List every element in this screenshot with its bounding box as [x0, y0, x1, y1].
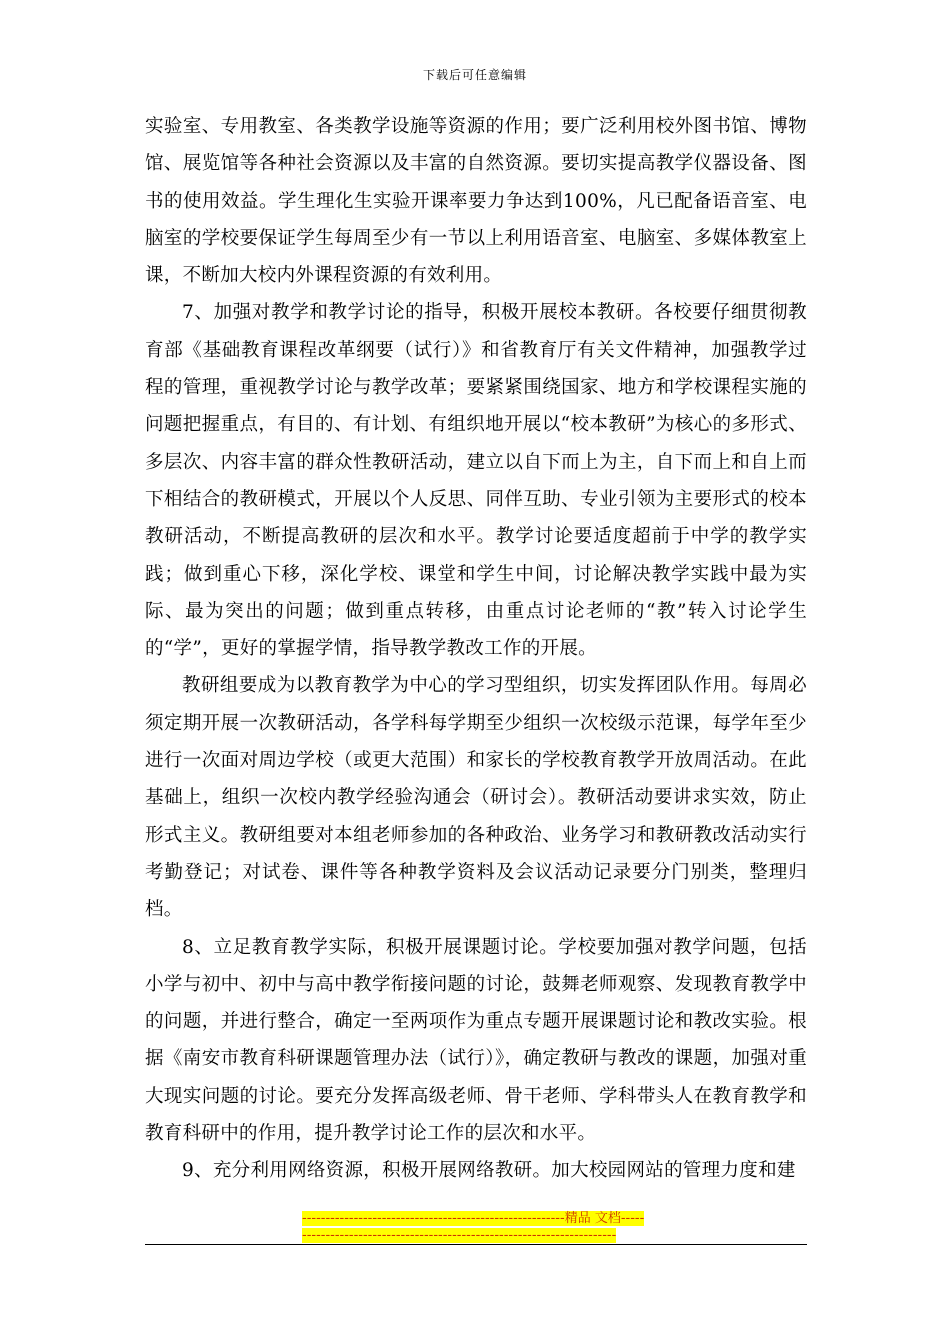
paragraph-5: 9、充分利用网络资源，积极开展网络教研。加大校园网站的管理力度和建	[182, 1160, 796, 1182]
paragraph-3: 教研组要成为以教育教学为中心的学习型组织，切实发挥团队作用。每周必须定期开展一次教研活动，各学科每学期至少组织一次校级示范课，每学年至少进行一次面对周边学校（或更大范围）和家长的学校教育教学开放周活动。在此基础上，组织一次校内教学经验沟通会（研讨会）。教研活动要讲求实效，防止形式主义。教研组要对本组老师参加的各种政治、业务学习和教研教改活动实行考勤登记；对试卷、课件等各种教学资料及会议活动记录要分门别类，整理归档。	[145, 675, 807, 921]
footer-banner-text: --------------------------------------------------------精品 文档------------------------------------------------------------------------	[302, 1211, 645, 1243]
footer-banner	[302, 1210, 647, 1244]
paragraph-2: 7、加强对教学和教学讨论的指导，积极开展校本教研。各校要仔细贯彻教育部《基础教育课程改革纲要（试行）》和省教育厅有关文件精神，加强教学过程的管理，重视教学讨论与教学改革；要紧紧围绕国家、地方和学校课程实施的问题把握重点，有目的、有计划、有组织地开展以“校本教研”为核心的多形式、多层次、内容丰富的群众性教研活动，建立以自下而上为主，自下而上和自上而下相结合的教研模式，开展以个人反思、同伴互助、专业引领为主要形式的校本教研活动，不断提高教研的层次和水平。教学讨论要适度超前于中学的教学实践；做到重心下移，深化学校、课堂和学生中间，讨论解决教学实践中最为实际、最为突出的问题；做到重点转移，由重点讨论老师的“教”转入讨论学生的“学”，更好的掌握学情，指导教学教改工作的开展。	[145, 302, 807, 660]
footer-divider	[145, 1244, 807, 1245]
document-body	[145, 108, 807, 1190]
paragraph-1: 实验室、专用教室、各类教学设施等资源的作用；要广泛利用校外图书馆、博物馆、展览馆等各种社会资源以及丰富的自然资源。要切实提高教学仪器设备、图书的使用效益。学生理化生实验开课率要力争达到100%，凡已配备语音室、电脑室的学校要保证学生每周至少有一节以上利用语音室、电脑室、多媒体教室上课，不断加大校内外课程资源的有效利用。	[145, 116, 807, 287]
paragraph-4: 8、立足教育教学实际，积极开展课题讨论。学校要加强对教学问题，包括小学与初中、初中与高中教学衔接问题的讨论，鼓舞老师观察、发现教育教学中的问题，并进行整合，确定一至两项作为重点专题开展课题讨论和教改实验。根据《南安市教育科研课题管理办法（试行）》，确定教研与教改的课题，加强对重大现实问题的讨论。要充分发挥高级老师、骨干老师、学科带头人在教育教学和教育科研中的作用，提升教学讨论工作的层次和水平。	[145, 936, 807, 1145]
page-header-note: 下载后可任意编辑	[422, 68, 527, 82]
